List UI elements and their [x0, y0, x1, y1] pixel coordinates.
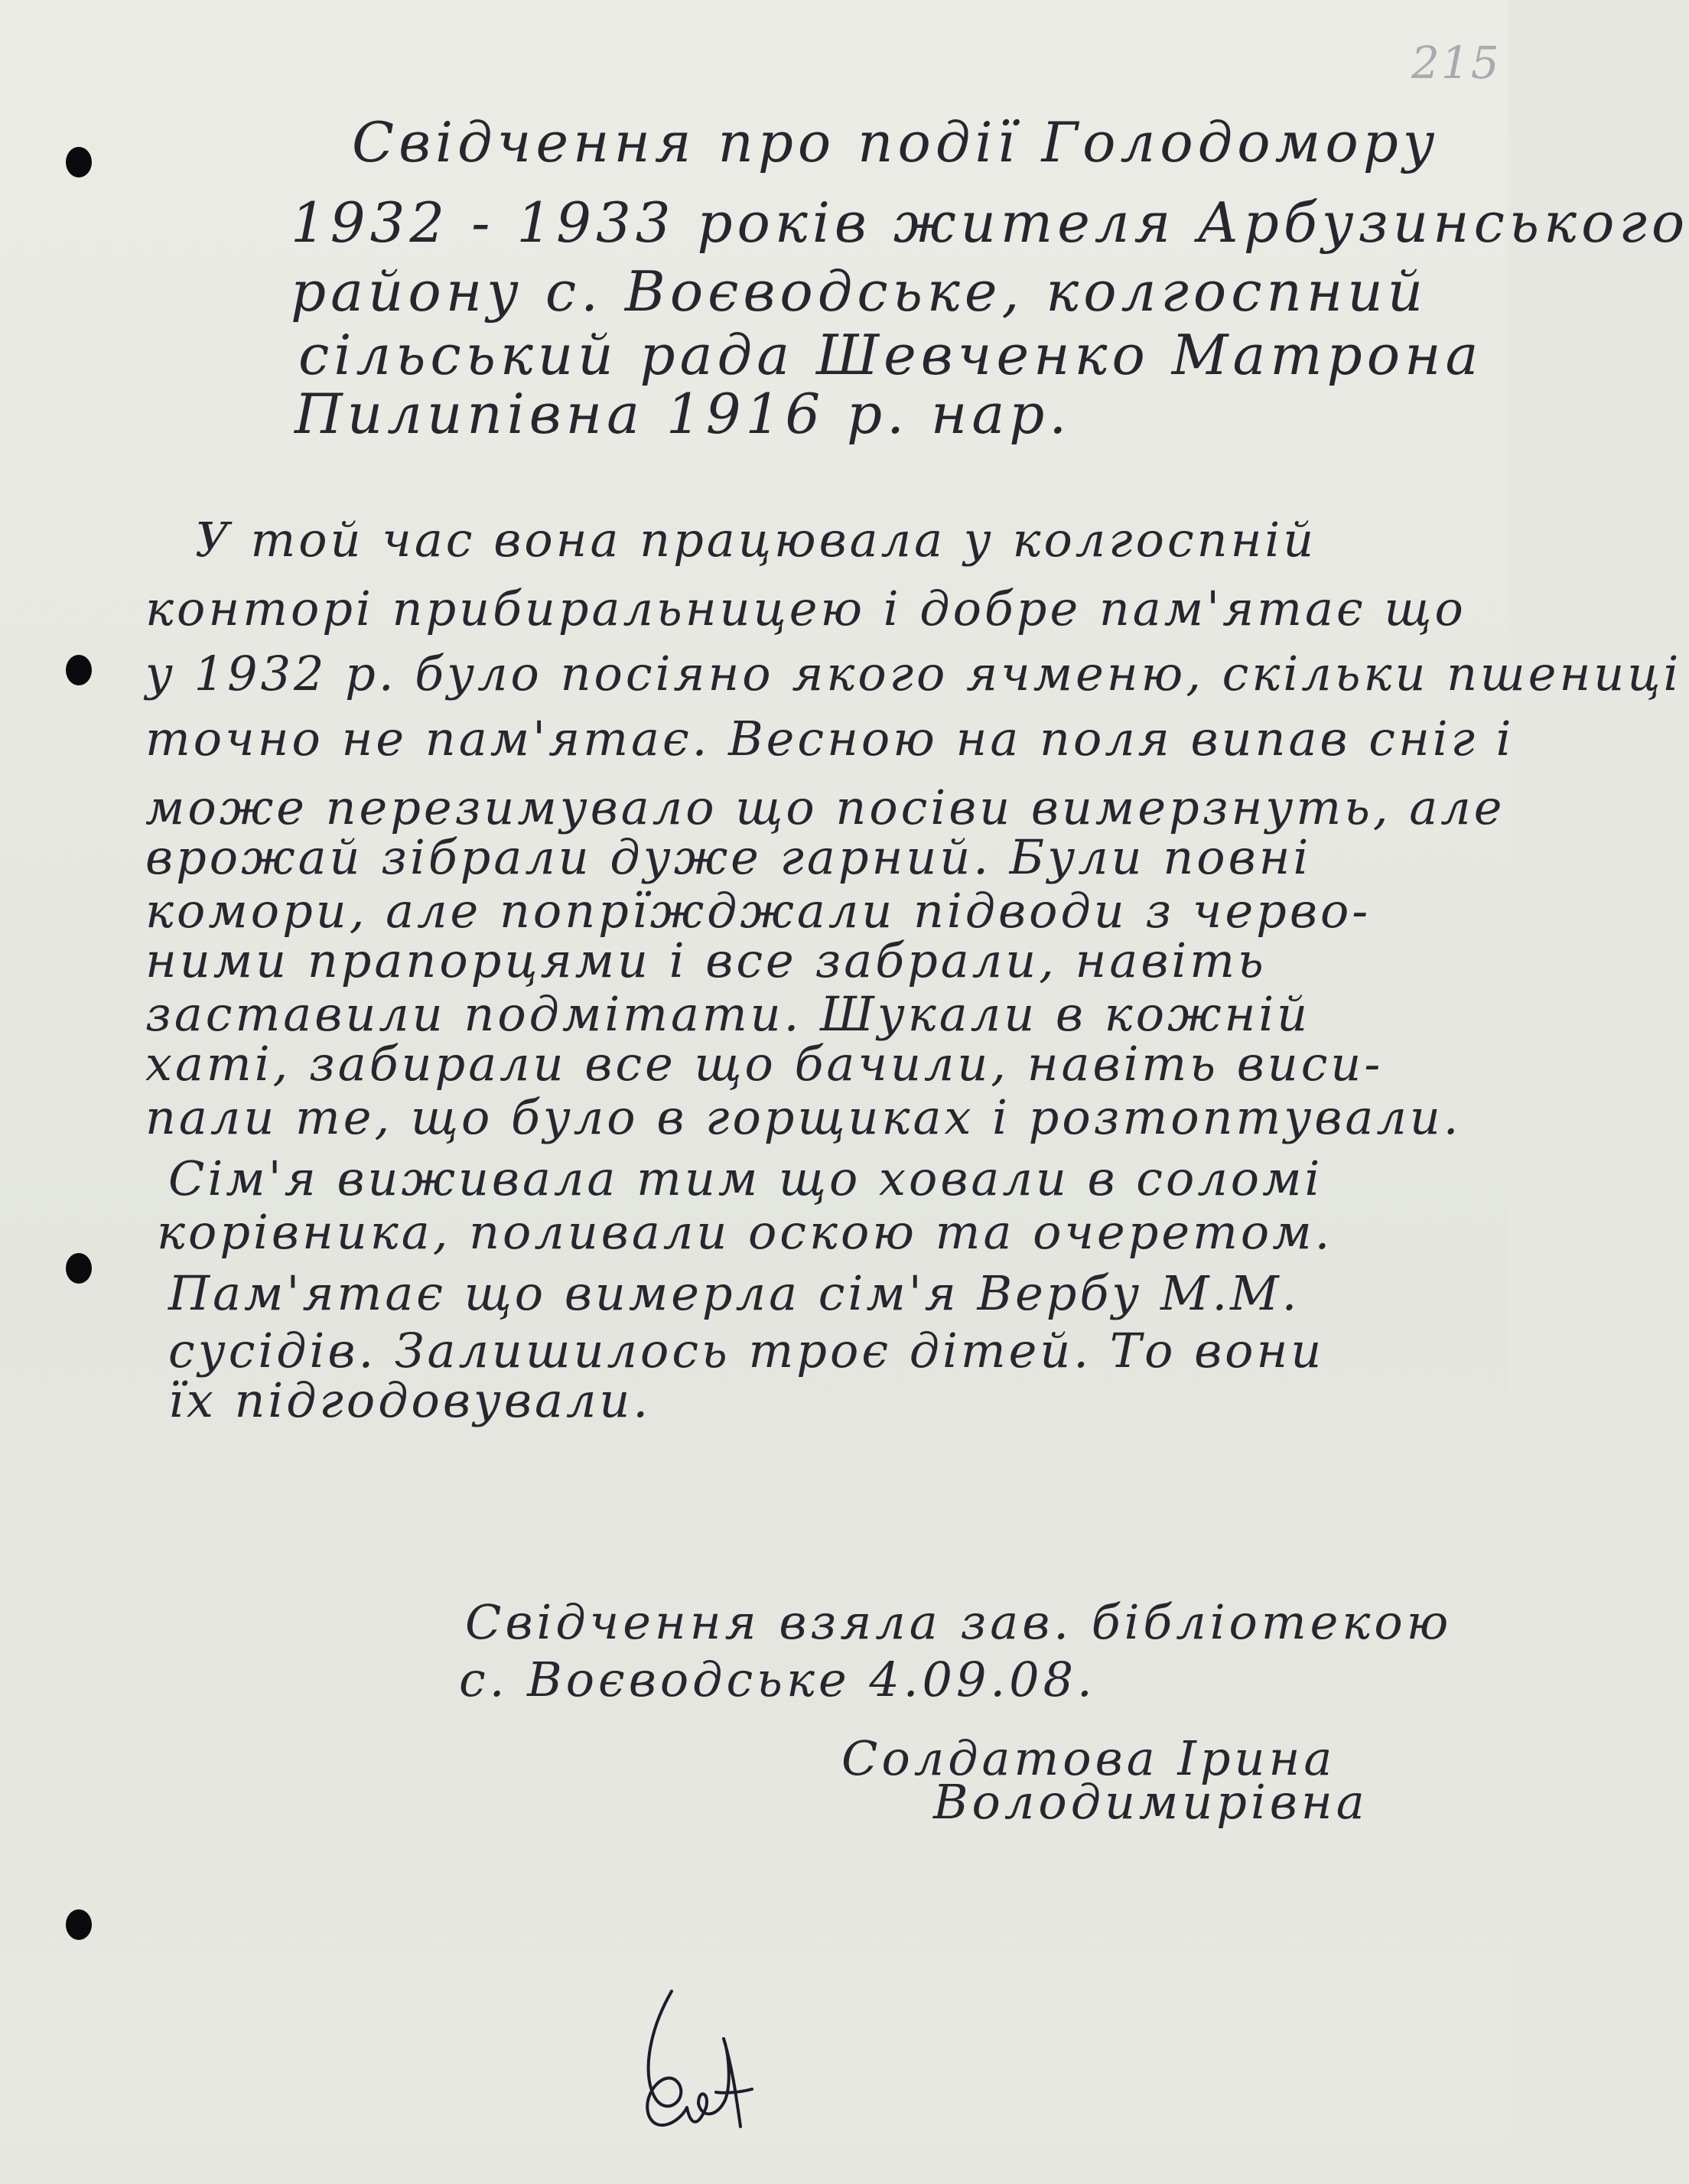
- body-line: комори, але попрїжджали підводи з черво-: [145, 883, 1372, 939]
- recorder-note: Свідчення взяла зав. бібліотекою: [465, 1594, 1453, 1650]
- body-line: У той час вона працювала у колгоспній: [195, 512, 1317, 568]
- handwritten-signature: [626, 1985, 756, 2184]
- body-line: врожай зібрали дуже гарний. Були повні: [145, 829, 1312, 885]
- body-line: їх підгодовували.: [168, 1372, 652, 1428]
- body-line: хаті, забирали все що бачили, навіть виси-: [145, 1036, 1384, 1092]
- binder-hole: [66, 1909, 92, 1940]
- title-line: Свідчення про події Голодомору: [352, 110, 1440, 174]
- title-line: Пилипівна 1916 р. нар.: [295, 382, 1072, 446]
- recorder-patronymic: Володимирівна: [933, 1774, 1368, 1830]
- body-line: точно не пам'ятає. Весною на поля випав сніг і: [145, 711, 1515, 767]
- body-line: Сім'я виживала тим що ховали в соломі: [168, 1151, 1323, 1206]
- title-line: сільський рада Шевченко Матрона: [298, 323, 1483, 387]
- body-line: корівника, поливали оскою та очеретом.: [157, 1204, 1333, 1260]
- page-number: 215: [1411, 37, 1501, 89]
- body-line: пали те, що було в горщиках і розтоптували.: [145, 1089, 1462, 1145]
- title-line: району с. Воєводське, колгоспний: [291, 259, 1428, 324]
- title-line: 1932 - 1933 років жителя Арбузинського: [291, 190, 1689, 255]
- body-line: може перезимувало що посіви вимерзнуть, але: [145, 780, 1505, 835]
- body-line: Пам'ятає що вимерла сім'я Вербу М.М.: [168, 1265, 1300, 1321]
- binder-hole: [66, 147, 92, 177]
- binder-hole: [66, 1253, 92, 1284]
- body-line: заставили подмітати. Шукали в кожній: [145, 986, 1311, 1042]
- binder-hole: [66, 655, 92, 685]
- recorder-name: Солдатова Ірина: [841, 1730, 1336, 1786]
- body-line: конторі прибиральницею і добре пам'ятає що: [145, 581, 1466, 636]
- body-line: у 1932 р. було посіяно якого ячменю, скільки пшениці: [145, 646, 1682, 701]
- body-line: ними прапорцями і все забрали, навіть: [145, 933, 1267, 988]
- body-line: сусідів. Залишилось троє дітей. То вони: [168, 1323, 1325, 1378]
- place-date: с. Воєводське 4.09.08.: [459, 1652, 1096, 1707]
